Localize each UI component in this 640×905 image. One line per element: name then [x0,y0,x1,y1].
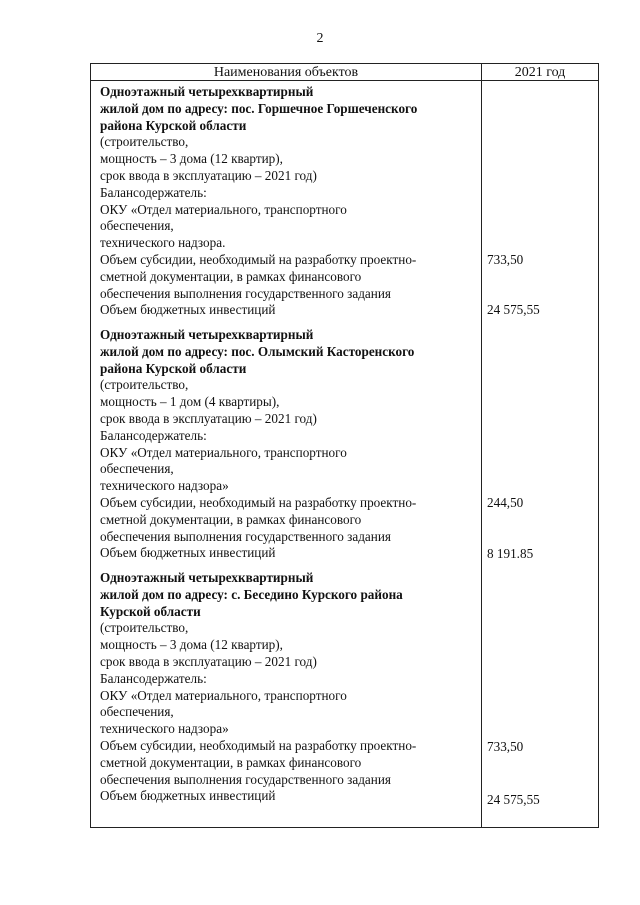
investment-label: Объем бюджетных инвестиций [100,302,276,318]
object-title-line: жилой дом по адресу: с. Беседино Курского района [100,586,403,602]
object-detail-line: (строительство, [100,620,189,636]
subsidy-line: Объем субсидии, необходимый на разработку проектно- [100,737,417,753]
investment-value: 8 191.85 [487,546,534,561]
table-row [100,84,480,319]
object-title-line: Одноэтажный четырехквартирный [100,570,314,585]
investment-label: Объем бюджетных инвестиций [100,545,276,561]
investment-value: 24 575,55 [487,792,540,807]
object-title-line: жилой дом по адресу: пос. Олымский Касторенского [100,343,415,359]
object-detail-line: обеспечения, [100,704,174,720]
header-year-column: 2021 год [514,65,566,80]
table-row [100,327,480,562]
object-title-line: Одноэтажный четырехквартирный [100,84,314,99]
object-detail-line: срок ввода в эксплуатацию – 2021 год) [100,410,317,426]
object-detail-line: технического надзора. [100,235,226,251]
object-detail-line: мощность – 1 дом (4 квартиры), [100,394,280,410]
object-detail-line: (строительство, [100,377,189,393]
object-title-line: Курской области [100,603,201,619]
object-title-line: жилой дом по адресу: пос. Горшечное Горшеченского [100,100,418,116]
object-detail-line: ОКУ «Отдел материального, транспортного [100,444,347,460]
object-detail-line: обеспечения, [100,461,174,477]
object-detail-line: технического надзора» [100,478,229,494]
header-name-column: Наименования объектов [213,65,359,80]
object-detail-line: Балансодержатель: [100,184,207,200]
subsidy-value: 733,50 [487,739,524,754]
object-detail-line: технического надзора» [100,721,229,737]
object-title-line: Одноэтажный четырехквартирный [100,327,314,342]
subsidy-line: сметной документации, в рамках финансового [100,754,362,770]
subsidy-line: обеспечения выполнения государственного задания [100,528,391,544]
subsidy-line: Объем субсидии, необходимый на разработку проектно- [100,251,417,267]
object-detail-line: срок ввода в эксплуатацию – 2021 год) [100,653,317,669]
object-detail-line: мощность – 3 дома (12 квартир), [100,151,283,167]
object-detail-line: срок ввода в эксплуатацию – 2021 год) [100,167,317,183]
subsidy-line: сметной документации, в рамках финансового [100,511,362,527]
subsidy-value: 733,50 [487,252,524,267]
header-divider [91,80,598,81]
subsidy-line: сметной документации, в рамках финансового [100,268,362,284]
object-detail-line: Балансодержатель: [100,427,207,443]
page-number: 2 [316,31,324,46]
object-detail-line: ОКУ «Отдел материального, транспортного [100,687,347,703]
object-detail-line: (строительство, [100,134,189,150]
column-divider [481,64,482,827]
table-row [100,570,480,805]
subsidy-line: обеспечения выполнения государственного задания [100,285,391,301]
object-detail-line: мощность – 3 дома (12 квартир), [100,637,283,653]
subsidy-line: обеспечения выполнения государственного задания [100,771,391,787]
investment-value: 24 575,55 [487,302,540,317]
object-title-line: района Курской области [100,360,247,376]
object-detail-line: обеспечения, [100,218,174,234]
investment-label: Объем бюджетных инвестиций [100,788,276,804]
object-detail-line: Балансодержатель: [100,670,207,686]
object-detail-line: ОКУ «Отдел материального, транспортного [100,201,347,217]
subsidy-line: Объем субсидии, необходимый на разработку проектно- [100,494,417,510]
objects-table [90,63,599,828]
subsidy-value: 244,50 [487,495,524,510]
object-title-line: района Курской области [100,117,247,133]
